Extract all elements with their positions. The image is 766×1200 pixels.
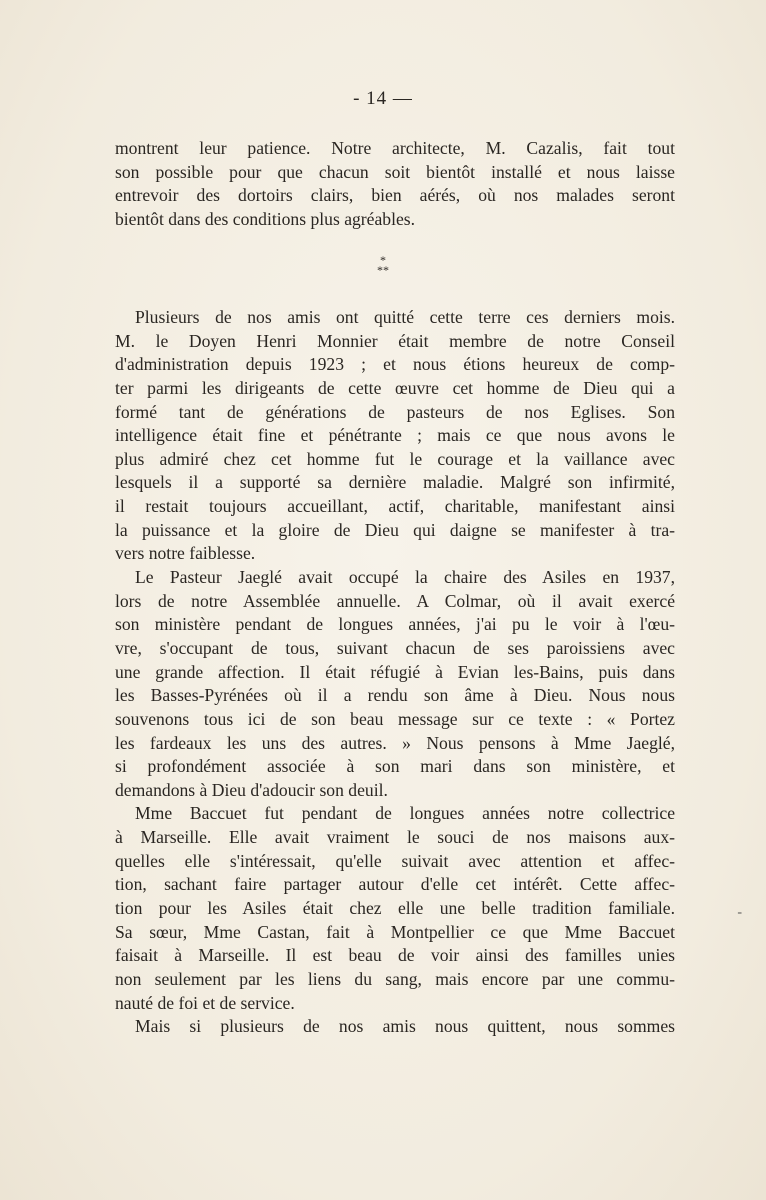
text-line: demandons à Dieu d'adoucir son deuil. <box>115 779 388 800</box>
text-line: son possible pour que chacun soit bientôt installé et nous laisse <box>115 161 675 182</box>
text-line: nauté de foi et de service. <box>115 992 295 1013</box>
paragraph-closing <box>115 1015 675 1039</box>
text-line: tion, sachant faire partager autour d'elle cet intérêt. Cette affec- <box>115 874 675 895</box>
text-line: Plusieurs de nos amis ont quitté cette terre ces derniers mois. <box>135 307 675 327</box>
text-line: lesquels il a supporté sa dernière maladie. Malgré son infirmité, <box>115 472 675 493</box>
text-line: la puissance et la gloire de Dieu qui daigne se manifester à tra- <box>115 519 675 540</box>
text-line: intelligence était fine et pénétrante ; mais ce que nous avons le <box>115 425 675 446</box>
text-line: si profondément associée à son mari dans son ministère, et <box>115 756 675 777</box>
text-line: ter parmi les dirigeants de cette œuvre cet homme de Dieu qui a <box>115 377 675 398</box>
text-line: lors de notre Assemblée annuelle. A Colmar, où il avait exercé <box>115 590 675 611</box>
asterism-top: * <box>380 253 386 267</box>
asterism-separator <box>0 255 766 275</box>
paragraph-monnier <box>115 306 675 566</box>
text-line: M. le Doyen Henri Monnier était membre de notre Conseil <box>115 330 675 351</box>
text-line: son ministère pendant de longues années, j'ai pu le voir à l'œu- <box>115 614 675 635</box>
paragraph-baccuet <box>115 802 675 1015</box>
text-line: les Basses-Pyrénées où il a rendu son âme à Dieu. Nous nous <box>115 685 675 706</box>
text-line: à Marseille. Elle avait vraiment le souci de nos maisons aux- <box>115 827 675 848</box>
paragraph-jaegle <box>115 566 675 802</box>
text-line: une grande affection. Il était réfugié à Evian les-Bains, puis dans <box>115 661 675 682</box>
text-line: d'administration depuis 1923 ; et nous étions heureux de comp- <box>115 354 675 375</box>
text-line: souvenons tous ici de son beau message sur ce texte : « Portez <box>115 708 675 729</box>
margin-mark: - <box>737 905 742 920</box>
text-line: Mais si plusieurs de nos amis nous quittent, nous sommes <box>135 1016 675 1037</box>
text-line: entrevoir des dortoirs clairs, bien aérés, où nos malades seront <box>115 185 675 206</box>
text-line: Mme Baccuet fut pendant de longues années notre collectrice <box>135 803 675 824</box>
text-line: montrent leur patience. Notre architecte, M. Cazalis, fait tout <box>115 138 675 158</box>
asterism-bottom: ** <box>377 263 389 277</box>
text-line: Le Pasteur Jaeglé avait occupé la chaire des Asiles en 1937, <box>135 567 675 588</box>
text-line: bientôt dans des conditions plus agréables. <box>115 208 416 229</box>
text-line: formé tant de générations de pasteurs de nos Eglises. Son <box>115 401 675 422</box>
main-text <box>115 306 675 1039</box>
text-line: quelles elle s'intéressait, qu'elle suivait avec attention et affec- <box>115 850 675 871</box>
text-line: les fardeaux les uns des autres. » Nous pensons à Mme Jaeglé, <box>115 732 675 753</box>
text-line: tion pour les Asiles était chez elle une belle tradition familiale. <box>115 898 675 919</box>
text-line: vre, s'occupant de tous, suivant chacun de ses paroissiens avec <box>115 637 675 658</box>
text-line: faisait à Marseille. Il est beau de voir ainsi des familles unies <box>115 945 675 966</box>
text-line: plus admiré chez cet homme fut le courage et la vaillance avec <box>115 448 675 469</box>
text-line: non seulement par les liens du sang, mais encore par une commu- <box>115 968 675 989</box>
page-number: - 14 — <box>353 88 413 109</box>
text-line: Sa sœur, Mme Castan, fait à Montpellier ce que Mme Baccuet <box>115 921 675 942</box>
paragraph-architect <box>115 137 675 232</box>
text-line: vers notre faiblesse. <box>115 543 256 564</box>
text-line: il restait toujours accueillant, actif, charitable, manifestant ainsi <box>115 496 675 517</box>
